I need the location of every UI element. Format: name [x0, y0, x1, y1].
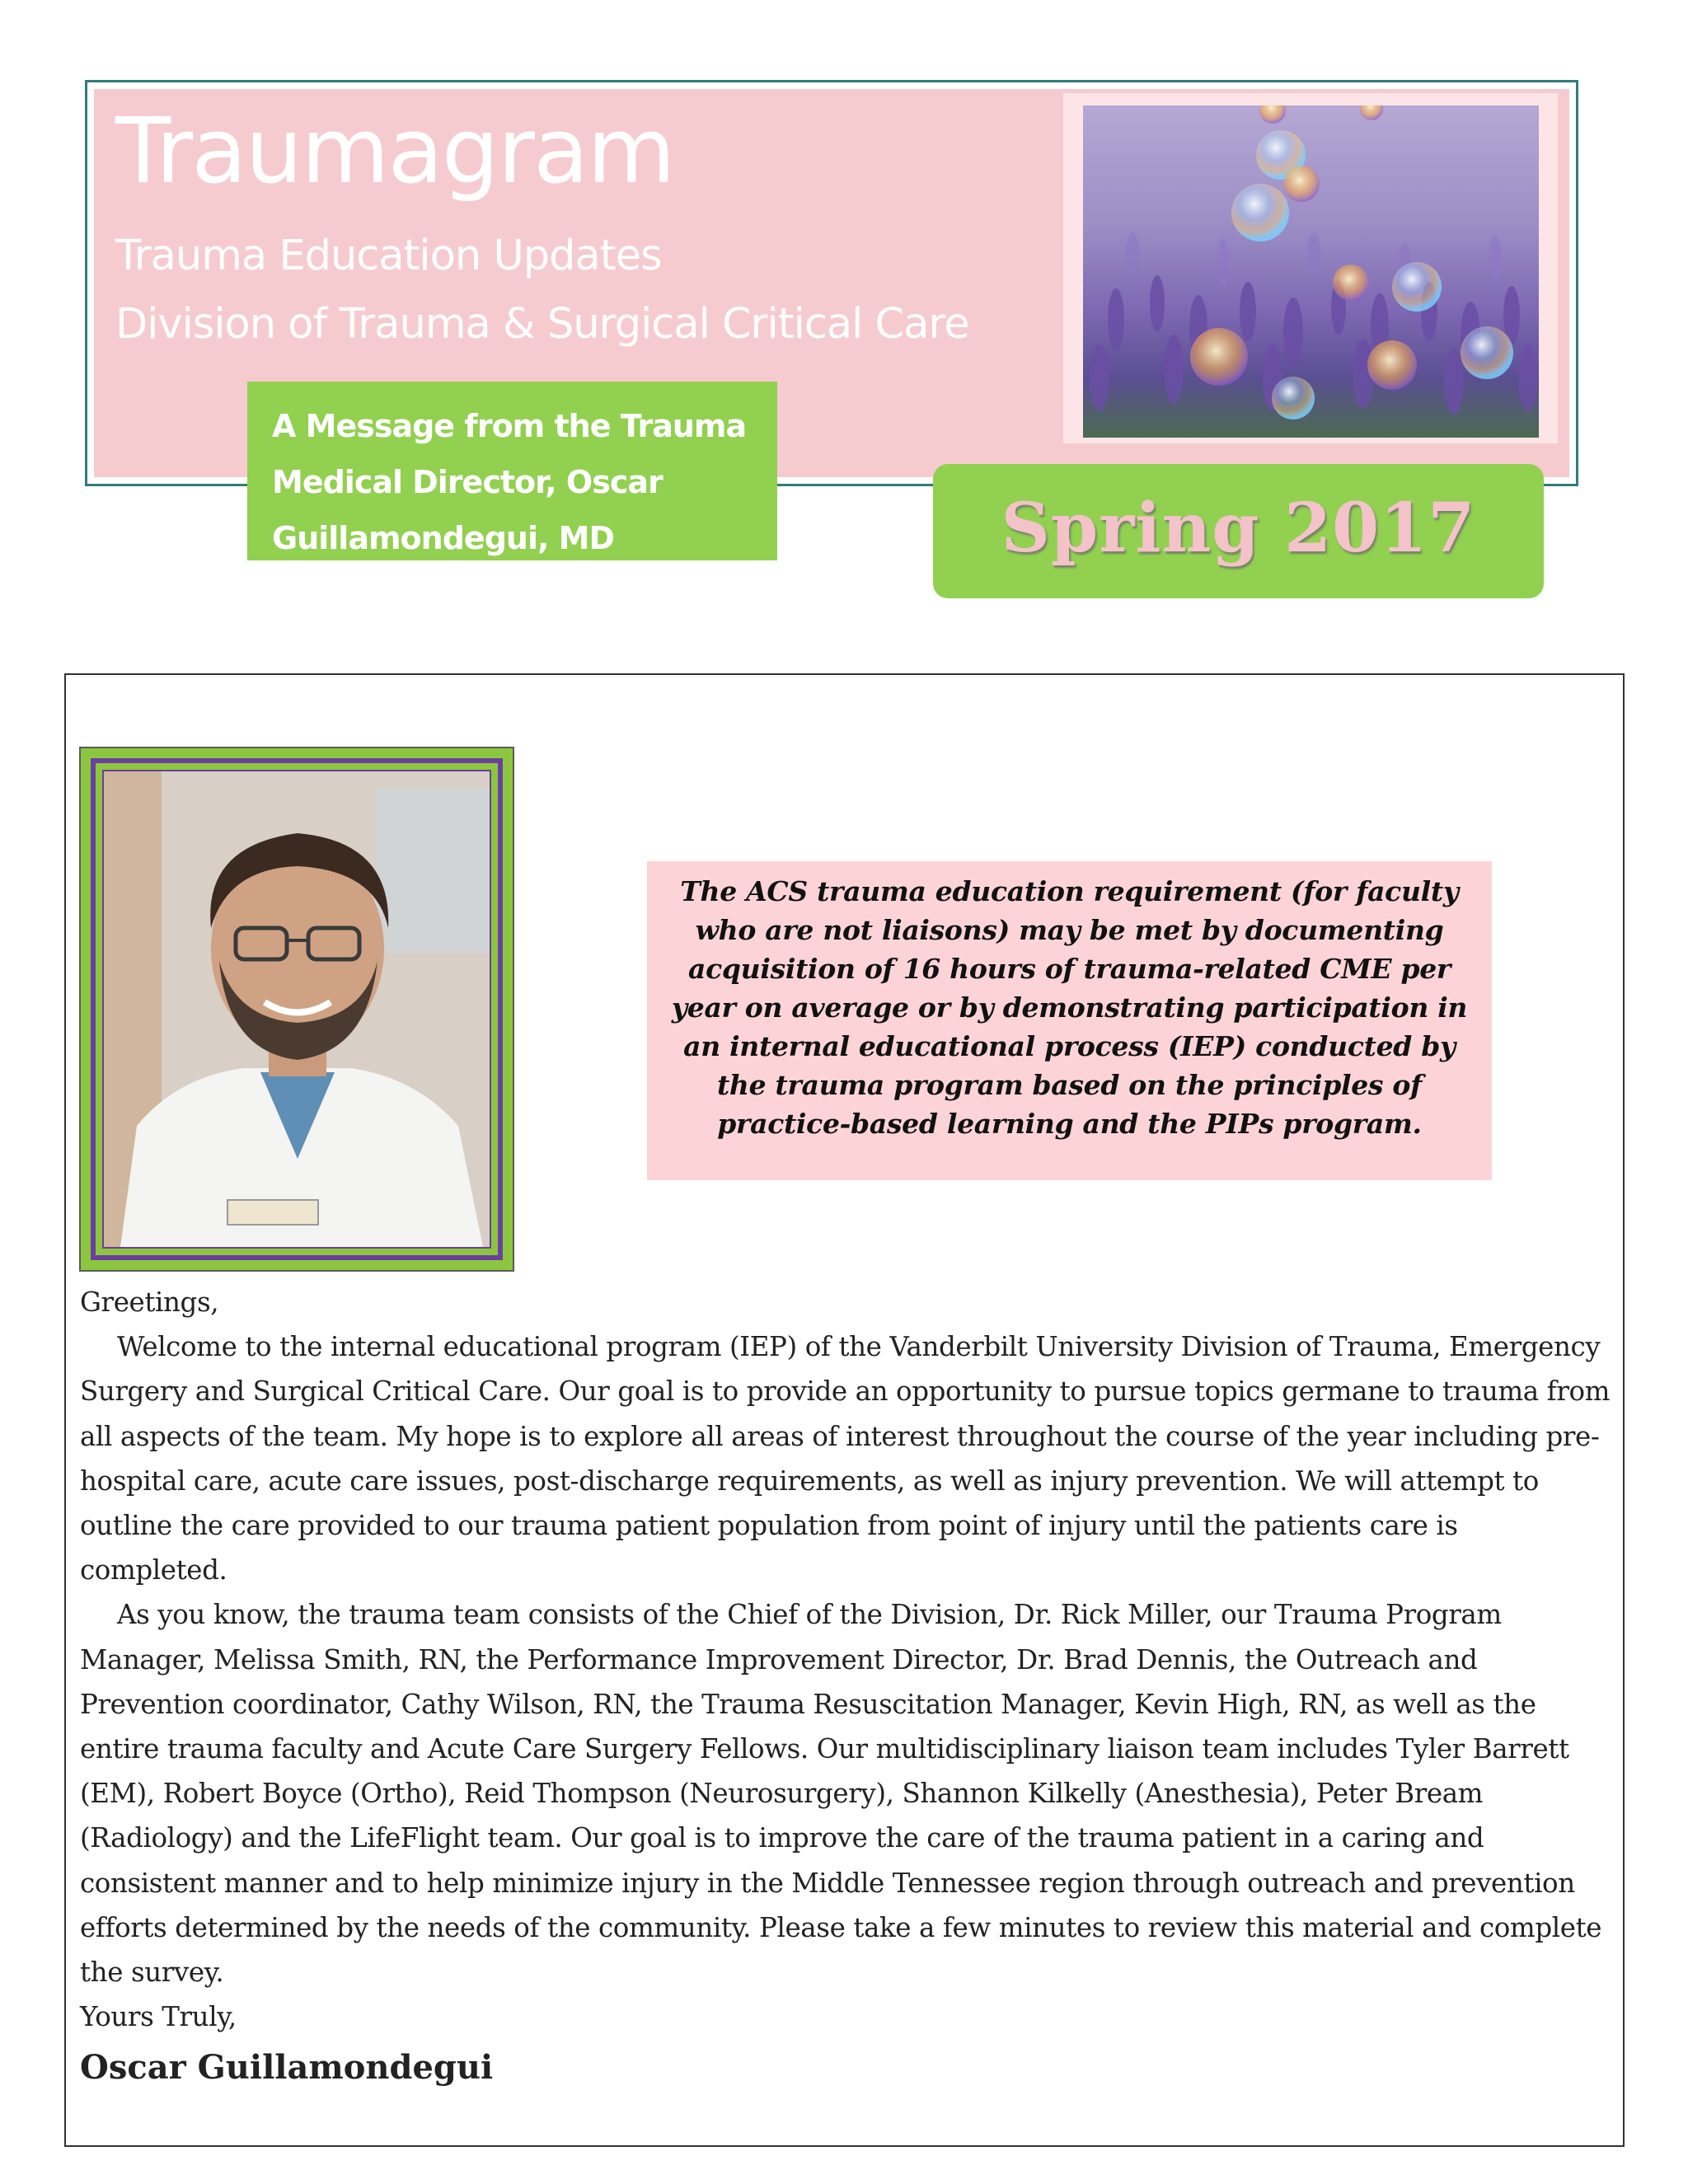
season-badge [933, 464, 1544, 598]
letter-paragraph-1: Welcome to the internal educational program (IEP) of the Vanderbilt University Division of Trauma, Emergency Surgery and Surgical Critical Care. Our goal is to provide an opportunity to pursue topics germane to trauma from all aspects of the team. My hope is to explore all areas of interest throughout the course of the year including pre-hospital care, acute care issues, post-discharge requirements, as well as injury prevention. We will attempt to outline the care provided to our trauma patient population from point of injury until the patients care is completed. [80, 1331, 1611, 1586]
newsletter-title: Traumagram [115, 98, 674, 204]
division-name: Division of Trauma & Surgical Critical Care [115, 300, 969, 349]
portrait-border [91, 758, 503, 1260]
lavender-bubbles-image [1083, 105, 1539, 438]
acs-requirement-text: The ACS trauma education requirement (for faculty who are not liaisons) may be met by documenting acquisition of 16 hours of trauma-related CME per year on average or by demonstrating participation in an internal educational process (IEP) conducted by the trauma program based on the principles of practice-based learning and the PIPs program. [671, 875, 1468, 1140]
director-portrait-photo [102, 770, 491, 1249]
season-label: Spring 2017 [1001, 489, 1476, 568]
director-portrait-frame [79, 747, 514, 1272]
letter-paragraph-2: As you know, the trauma team consists of the Chief of the Division, Dr. Rick Miller, our Trauma Program Manager, Melissa Smith, RN, the Performance Improvement Director, Dr. Brad Dennis, the Outreach and Prevention coordinator, Cathy Wilson, RN, the Trauma Resuscitation Manager, Kevin High, RN, as well as the entire trauma faculty and Acute Care Surgery Fellows. Our multidisciplinary liaison team includes Tyler Barrett (EM), Robert Boyce (Ortho), Reid Thompson (Neurosurgery), Shannon Kilkelly (Anesthesia), Peter Bream (Radiology) and the LifeFlight team. Our goal is to improve the care of the trauma patient in a caring and consistent manner and to help minimize injury in the Middle Tennessee region through outreach and prevention efforts determined by the needs of the community. Please take a few minutes to review this material and complete the survey. [80, 1599, 1602, 1989]
acs-requirement-callout [647, 861, 1492, 1180]
director-message-box [247, 382, 777, 560]
letter-greeting: Greetings, [80, 1286, 219, 1318]
letter-body [80, 1280, 1613, 2097]
director-message-heading: A Message from the Trauma Medical Director, Oscar Guillamondegui, MD [272, 408, 747, 556]
newsletter-subtitle: Trauma Education Updates [115, 232, 662, 280]
letter-closing: Yours Truly, [80, 2001, 237, 2033]
letter-signature: Oscar Guillamondegui [80, 2048, 494, 2088]
